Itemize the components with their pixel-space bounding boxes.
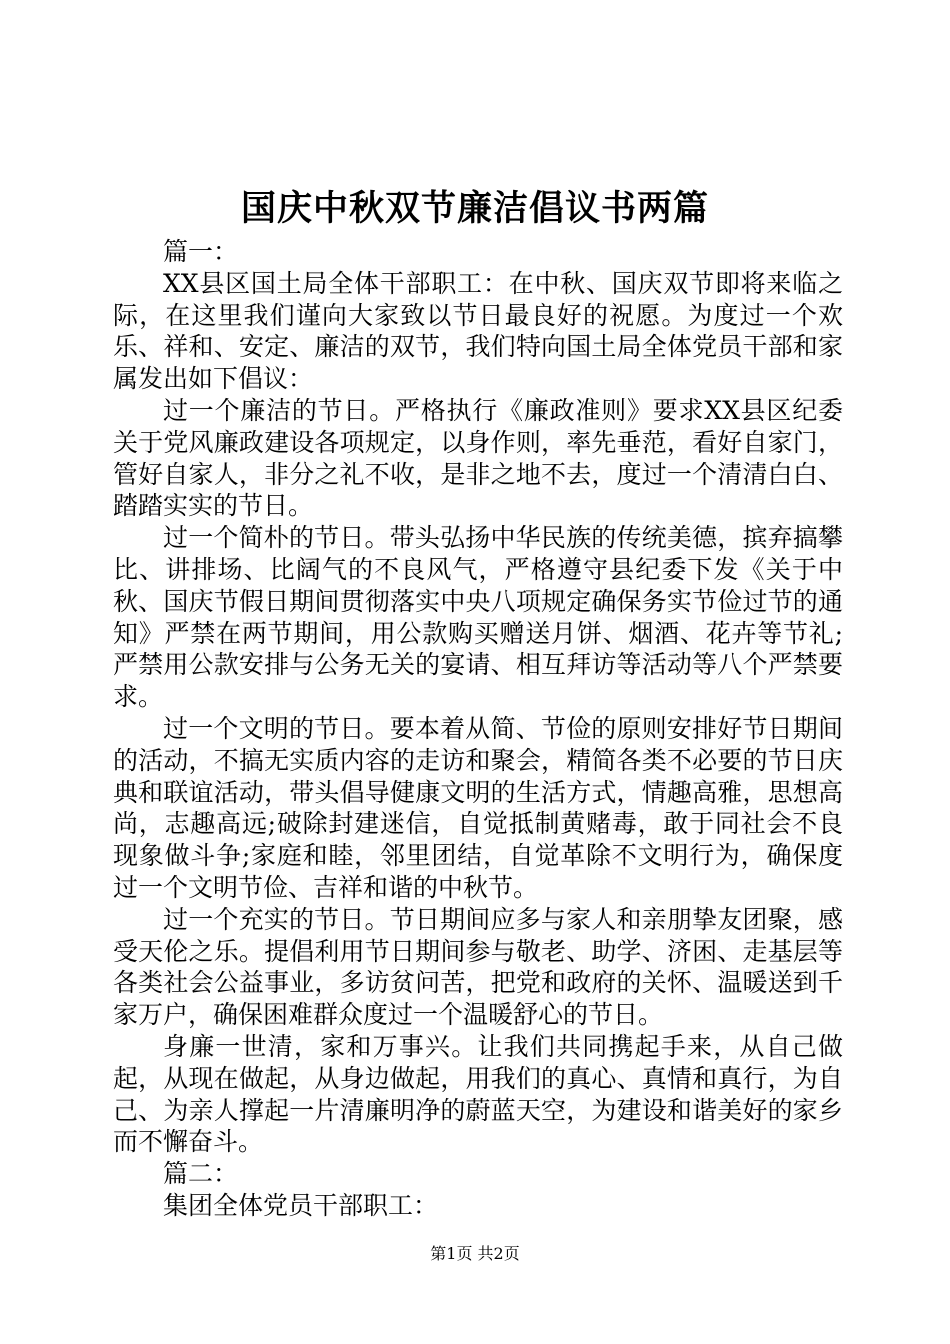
document-body (113, 236, 843, 1222)
paragraph-salutation-two: 集团全体党员干部职工： (163, 1190, 439, 1220)
section-heading-one: 篇一： (163, 237, 239, 266)
page-footer: 第1页 共2页 (430, 1244, 520, 1263)
paragraph-closing: 身廉一世清，家和万事兴。让我们共同携起手来，从自己做起，从现在做起，从身边做起，用我们的真心、真情和真行，为自己、为亲人撑起一片清廉明净的蔚蓝天空，为建设和谐美好的家乡而不懈奋斗。 (113, 1031, 843, 1157)
document-title: 国庆中秋双节廉洁倡议书两篇 (240, 188, 709, 229)
paragraph-integrity: 过一个廉洁的节日。严格执行《廉政准则》要求XX县区纪委关于党风廉政建设各项规定，以身作则，率先垂范，看好自家门，管好自家人，非分之礼不收，是非之地不去，度过一个清清白白、踏踏实实的节日。 (113, 395, 843, 521)
paragraph-salutation: XX县区国土局全体干部职工：在中秋、国庆双节即将来临之际，在这里我们谨向大家致以节日最良好的祝愿。为度过一个欢乐、祥和、安定、廉洁的双节，我们特向国土局全体党员干部和家属发出如下倡议： (113, 268, 843, 394)
paragraph-civility: 过一个文明的节日。要本着从简、节俭的原则安排好节日期间的活动，不搞无实质内容的走访和聚会，精简各类不必要的节日庆典和联谊活动，带头倡导健康文明的生活方式，情趣高雅，思想高尚，志趣高远;破除封建迷信，自觉抵制黄赌毒，敢于同社会不良现象做斗争;家庭和睦，邻里团结，自觉革除不文明行为，确保度过一个文明节俭、吉祥和谐的中秋节。 (113, 713, 843, 902)
paragraph-frugality: 过一个简朴的节日。带头弘扬中华民族的传统美德，摈弃搞攀比、讲排场、比阔气的不良风气，严格遵守县纪委下发《关于中秋、国庆节假日期间贯彻落实中央八项规定确保务实节俭过节的通知》严禁在两节期间，用公款购买赠送月饼、烟酒、花卉等节礼;严禁用公款安排与公务无关的宴请、相互拜访等活动等八个严禁要求。 (113, 523, 843, 712)
section-heading-two: 篇二： (163, 1159, 239, 1189)
paragraph-fulfilling: 过一个充实的节日。节日期间应多与家人和亲朋挚友团聚，感受天伦之乐。提倡利用节日期间参与敬老、助学、济困、走基层等各类社会公益事业，多访贫问苦，把党和政府的关怀、温暖送到千家万户，确保困难群众度过一个温暖舒心的节日。 (113, 904, 843, 1030)
